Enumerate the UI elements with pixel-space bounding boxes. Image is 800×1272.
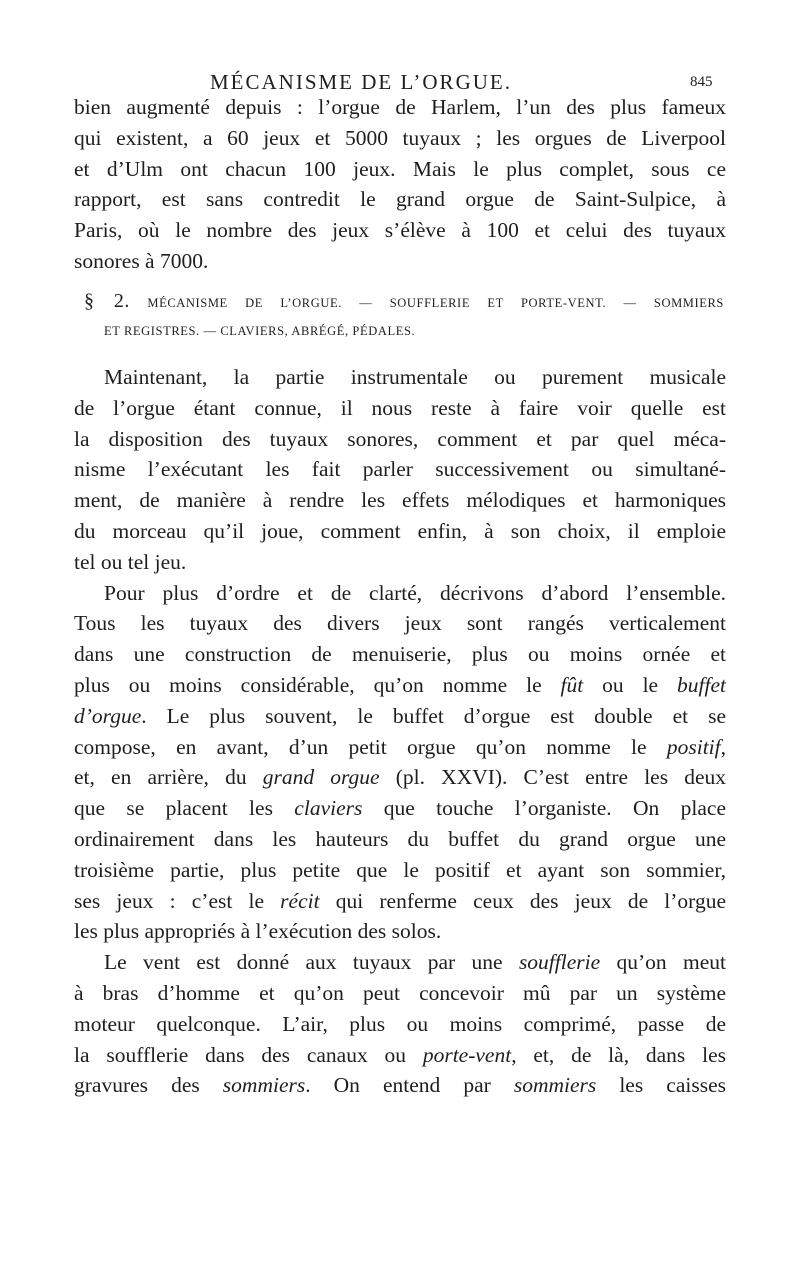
term-positif: positif: [666, 734, 721, 759]
text-line: [74, 732, 726, 763]
text-line: nisme l’exécutant les fait parler successivement ou simultané-: [74, 457, 726, 482]
term-recit: récit: [280, 888, 320, 913]
text-line: de l’orgue étant connue, il nous reste à faire voir quelle est: [74, 395, 726, 420]
text-run: (pl. XXVI). C’est entre les deux: [379, 765, 727, 790]
term-porte-vent: porte-vent: [422, 1042, 512, 1067]
running-title: MÉCANISME DE L’ORGUE.: [210, 70, 512, 94]
page-number: 845: [690, 74, 713, 90]
text-line: du morceau qu’il joue, comment enfin, à son choix, il emploie: [74, 518, 726, 543]
text-line: à bras d’homme et qu’on peut concevoir mû par un système: [74, 980, 726, 1005]
text-run: et, en arrière, du: [74, 765, 263, 790]
text-line: tel ou tel jeu.: [74, 549, 187, 574]
text-line: et d’Ulm ont chacun 100 jeux. Mais le plus complet, sous ce: [74, 156, 726, 181]
section-heading: [84, 287, 724, 345]
section-title-1: MÉCANISME DE L’ORGUE. — SOUFFLERIE ET PORTE-VENT. — SOMMIERS: [147, 296, 724, 310]
text-line: [74, 701, 726, 732]
text-line: [74, 1070, 726, 1101]
text-run: Le vent est donné aux tuyaux par une: [104, 950, 519, 975]
text-line: Pour plus d’ordre et de clarté, décrivons d’abord l’ensemble.: [104, 580, 726, 605]
term-sommiers: sommiers: [513, 1073, 597, 1098]
text-run: ou le: [583, 672, 678, 697]
text-run: ses jeux : c’est le: [74, 888, 281, 913]
term-orgue: d’orgue: [74, 703, 142, 728]
section-mark: § 2.: [84, 290, 131, 312]
text-line: sonores à 7000.: [74, 248, 209, 273]
text-run: , et, de là, dans les: [511, 1042, 726, 1067]
term-sommiers: sommiers: [222, 1073, 306, 1098]
text-line: rapport, est sans contredit le grand orgue de Saint-Sulpice, à: [74, 187, 726, 212]
term-claviers: claviers: [294, 796, 363, 821]
text-line: Tous les tuyaux des divers jeux sont rangés verticalement: [74, 611, 726, 636]
term-fut: fût: [560, 672, 584, 697]
section-heading-line-1: [84, 287, 724, 317]
text-run: compose, en avant, d’un petit orgue qu’on nomme le: [74, 734, 667, 759]
text-line: ordinairement dans les hauteurs du buffet du grand orgue une: [74, 826, 726, 851]
text-run: que touche l’organiste. On place: [362, 796, 726, 821]
text-line: qui existent, a 60 jeux et 5000 tuyaux ; les orgues de Liverpool: [74, 125, 726, 150]
text-run: gravures des: [74, 1073, 223, 1098]
text-line: les plus appropriés à l’exécution des solos.: [74, 919, 442, 944]
term-buffet: buffet: [677, 672, 726, 697]
text-run: que se placent les: [74, 796, 295, 821]
text-line: [74, 886, 726, 917]
text-run: les caisses: [596, 1073, 726, 1098]
term-soufflerie: soufflerie: [518, 950, 601, 975]
text-run: ,: [720, 734, 726, 759]
text-line: [74, 762, 726, 793]
text-line: Paris, où le nombre des jeux s’élève à 100 et celui des tuyaux: [74, 218, 726, 243]
text-run: qu’on meut: [600, 950, 726, 975]
text-run: . Le plus souvent, le buffet d’orgue est double et se: [141, 703, 726, 728]
text-run: qui renferme ceux des jeux de l’orgue: [319, 888, 726, 913]
term-grand-orgue: grand orgue: [262, 765, 380, 790]
section-body: [74, 362, 726, 1101]
text-line: [74, 793, 726, 824]
text-line: dans une construction de menuiserie, plus ou moins ornée et: [74, 642, 726, 667]
text-line: Maintenant, la partie instrumentale ou purement musicale: [104, 365, 726, 389]
text-line: la disposition des tuyaux sonores, comment et par quel méca-: [74, 426, 726, 451]
text-line: [74, 670, 726, 701]
paragraph-opening: [74, 92, 726, 277]
text-run: la soufflerie dans des canaux ou: [74, 1042, 423, 1067]
text-line: [74, 1040, 726, 1071]
text-line: [74, 947, 726, 978]
section-heading-line-2: ET REGISTRES. — CLAVIERS, ABRÉGÉ, PÉDALES.: [104, 324, 416, 338]
text-line: troisième partie, plus petite que le positif et ayant son sommier,: [74, 857, 726, 882]
text-run: plus ou moins considérable, qu’on nomme le: [74, 672, 561, 697]
text-line: bien augmenté depuis : l’orgue de Harlem, l’un des plus fameux: [74, 95, 726, 119]
text-run: . On entend par: [305, 1073, 514, 1098]
text-line: ment, de manière à rendre les effets mélodiques et harmoniques: [74, 488, 726, 513]
text-line: moteur quelconque. L’air, plus ou moins comprimé, passe de: [74, 1011, 726, 1036]
